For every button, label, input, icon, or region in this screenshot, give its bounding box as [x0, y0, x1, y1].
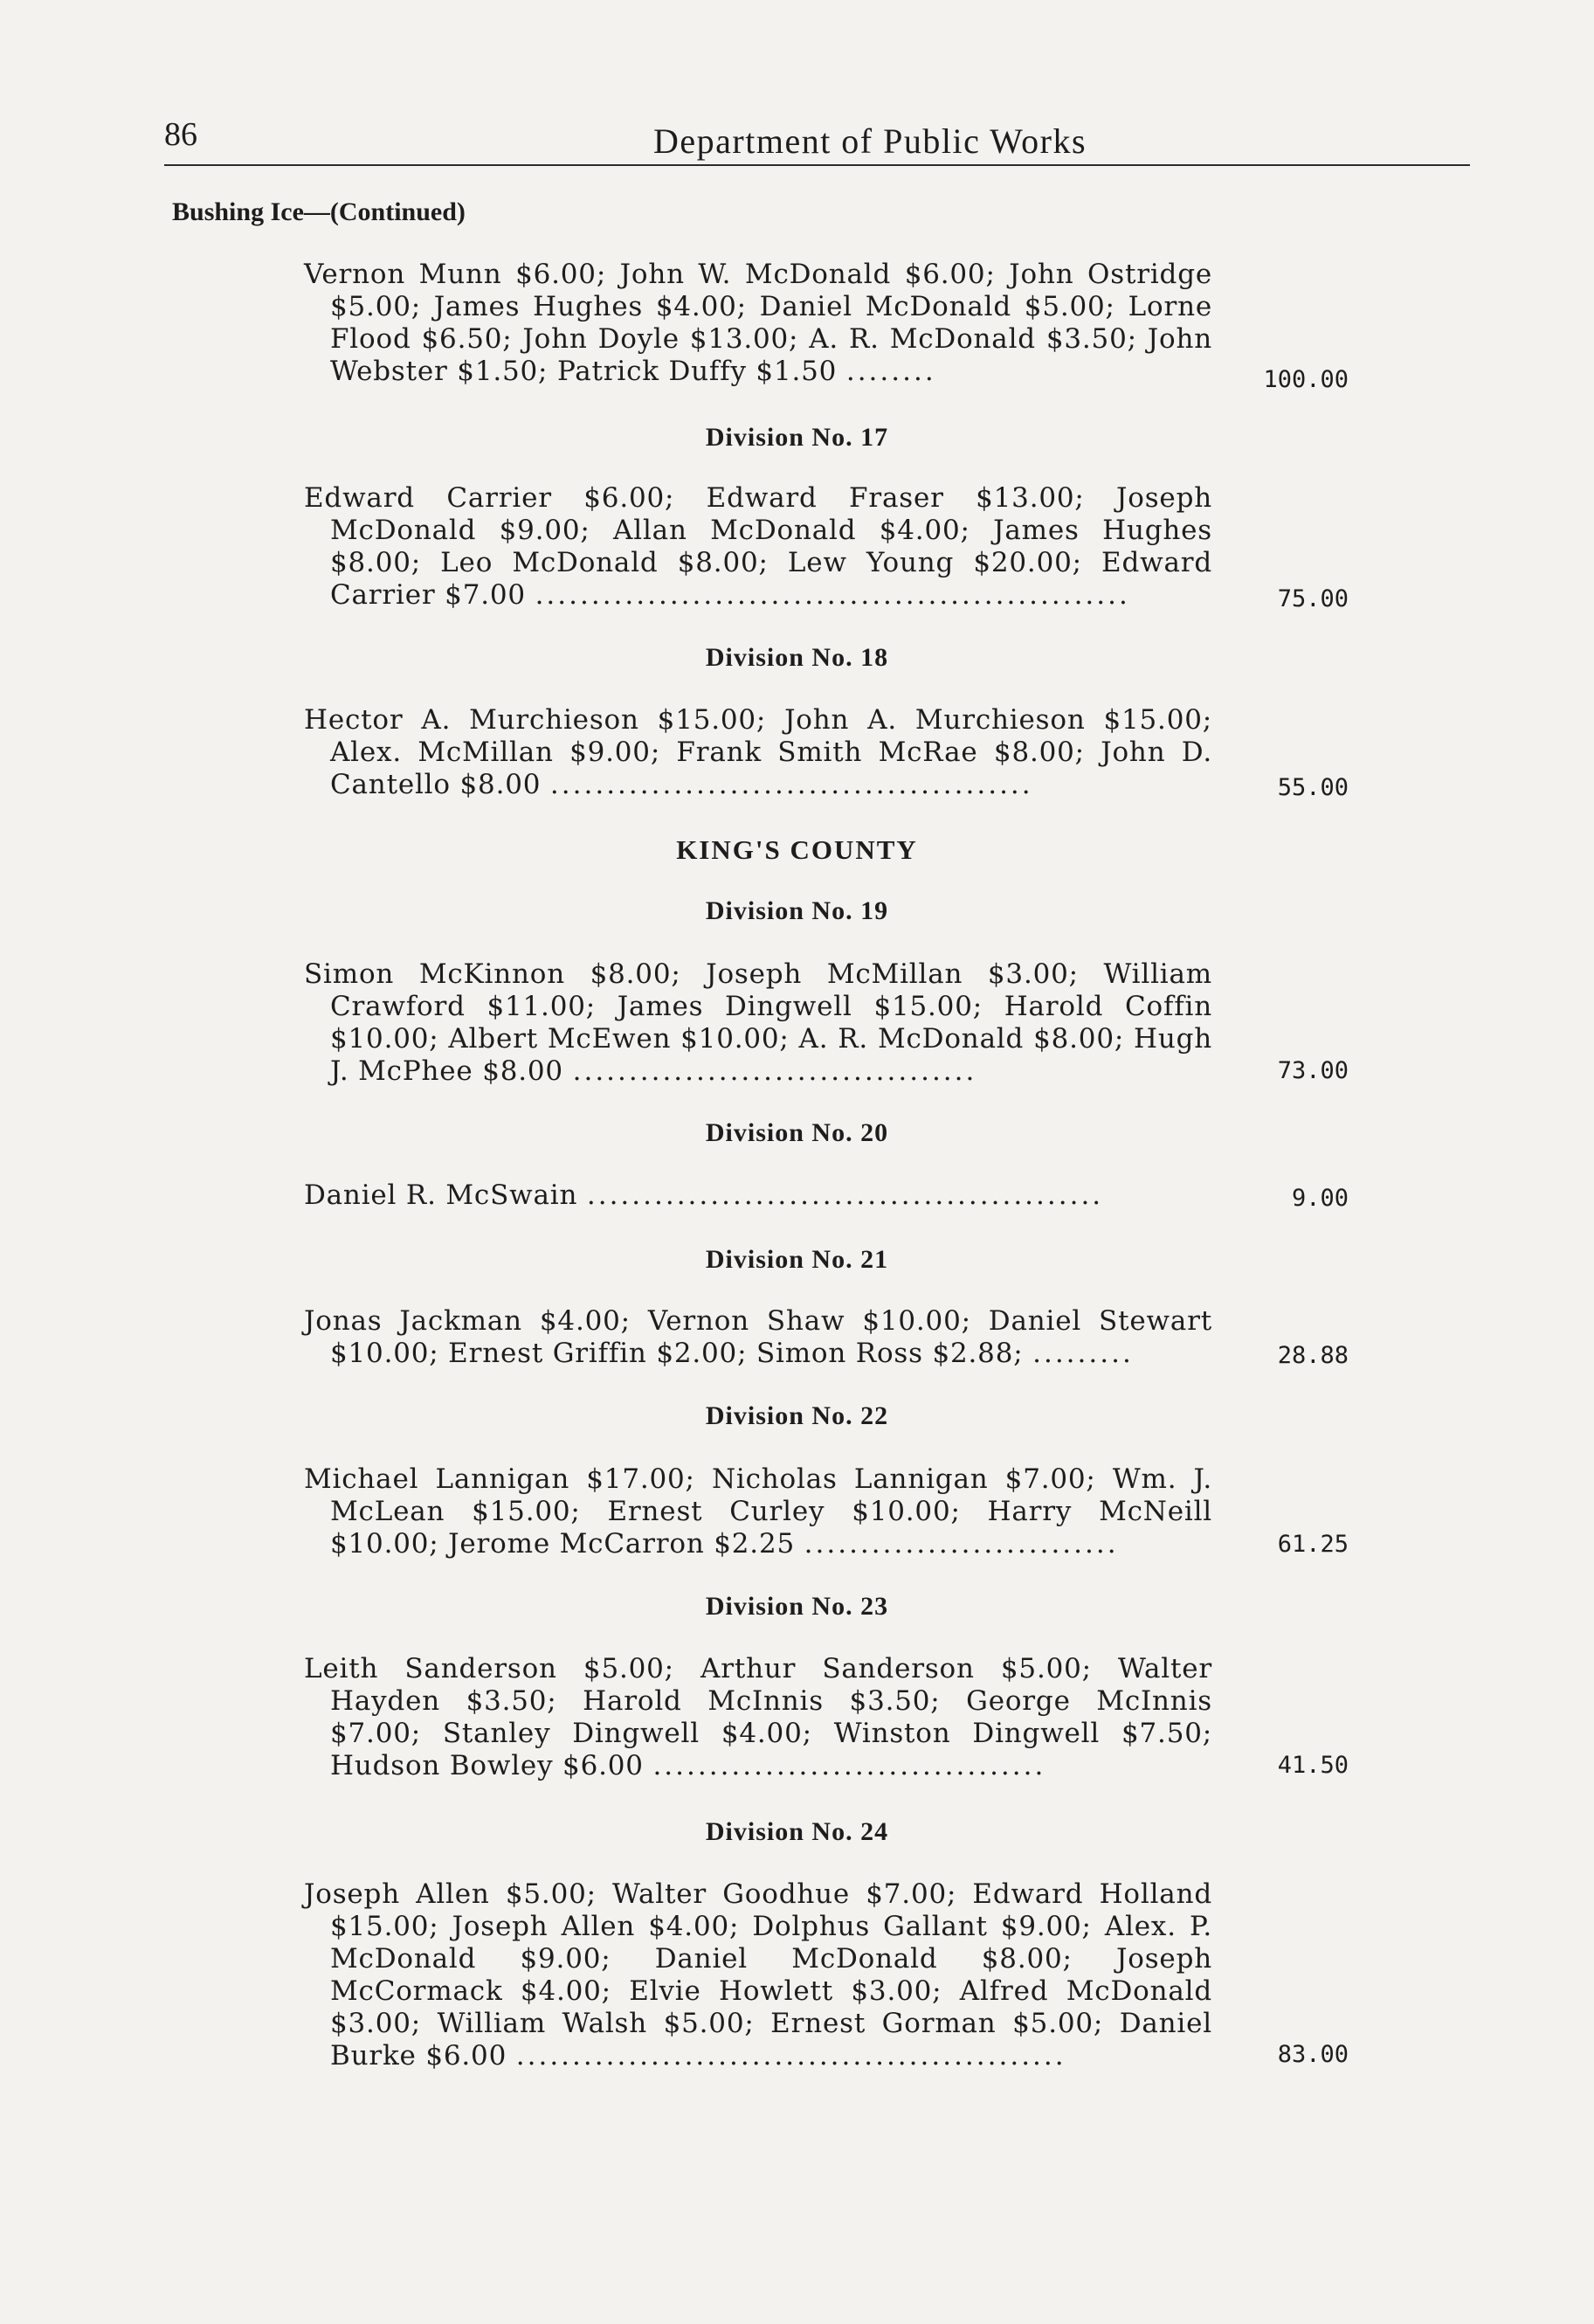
entry-amount: 83.00 — [1277, 2041, 1349, 2068]
division-entry — [304, 704, 1212, 801]
leader-dots: ............................ — [804, 1528, 1119, 1560]
entry-text: Daniel R. McSwain — [304, 1179, 578, 1211]
leader-dots: ................................... — [652, 1750, 1046, 1781]
division-entry — [304, 1878, 1212, 2072]
leader-dots: ........ — [845, 356, 936, 387]
division-heading: Division No. 18 — [705, 643, 889, 672]
division-heading: Division No. 20 — [705, 1118, 889, 1147]
entry-text: Hector A. Murchieson $15.00; John A. Murchieson $15.00; Alex. McMillan $9.00; Frank Smith McRae $8.00; John D. Cantello $8.00 — [304, 704, 1212, 800]
entry-amount: 100.00 — [1263, 366, 1349, 393]
entry-amount: 9.00 — [1291, 1185, 1349, 1212]
leader-dots: ........................................... — [549, 769, 1033, 800]
division-entry — [304, 482, 1212, 612]
entry-amount: 41.50 — [1277, 1752, 1349, 1779]
entry-text: Edward Carrier $6.00; Edward Fraser $13.00; Joseph McDonald $9.00; Allan McDonald $4.00; James Hughes $8.00; Leo McDonald $8.00; Lew Young $20.00; Edward Carrier $7.00 — [304, 482, 1212, 611]
leader-dots: ......... — [1032, 1338, 1134, 1369]
division-entry — [304, 1305, 1212, 1370]
continued-entry — [304, 259, 1212, 388]
entry-amount: 28.88 — [1277, 1342, 1349, 1369]
county-heading: KING'S COUNTY — [676, 834, 918, 865]
division-entry — [304, 1179, 1212, 1212]
leader-dots: ..................................................... — [535, 579, 1130, 611]
division-heading: Division No. 24 — [705, 1817, 889, 1846]
entry-text: Leith Sanderson $5.00; Arthur Sanderson $5.00; Walter Hayden $3.50; Harold McInnis $3.50; George McInnis $7.00; Stanley Dingwell $4.00; Winston Dingwell $7.50; Hudson Bowley $6.00 — [304, 1653, 1212, 1781]
division-heading: Division No. 17 — [705, 423, 889, 452]
division-heading: Division No. 23 — [705, 1592, 889, 1621]
entry-amount: 55.00 — [1277, 774, 1349, 801]
entry-text: Simon McKinnon $8.00; Joseph McMillan $3.00; William Crawford $11.00; James Dingwell $15.00; Harold Coffin $10.00; Albert McEwen $10.00; A. R. McDonald $8.00; Hugh J. McPhee $8.00 — [304, 958, 1212, 1087]
leader-dots: ................................................. — [515, 2040, 1066, 2072]
entry-amount: 61.25 — [1277, 1531, 1349, 1558]
division-entry — [304, 958, 1212, 1088]
running-head-title: Department of Public Works — [653, 121, 1087, 161]
entry-amount: 73.00 — [1277, 1057, 1349, 1084]
entry-amount: 75.00 — [1277, 585, 1349, 612]
division-entry — [304, 1653, 1212, 1782]
entry-text: Joseph Allen $5.00; Walter Goodhue $7.00; Edward Holland $15.00; Joseph Allen $4.00; Dolphus Gallant $9.00; Alex. P. McDonald $9.00; Daniel McDonald $8.00; Joseph McCormack $4.00; Elvie Howlett $3.00; Alfred McDonald $3.00; William Walsh $5.00; Ernest Gorman $5.00; Daniel Burke $6.00 — [304, 1878, 1212, 2072]
header-rule — [164, 164, 1470, 166]
entry-text: Michael Lannigan $17.00; Nicholas Lannigan $7.00; Wm. J. McLean $15.00; Ernest Curley $10.00; Harry McNeill $10.00; Jerome McCarron $2.25 — [304, 1463, 1212, 1560]
page-number: 86 — [164, 116, 197, 153]
division-entry — [304, 1463, 1212, 1560]
division-heading: Division No. 22 — [705, 1401, 889, 1430]
leader-dots: .................................... — [572, 1055, 977, 1087]
section-title: Bushing Ice—(Continued) — [172, 197, 466, 226]
leader-dots: .............................................. — [586, 1179, 1104, 1211]
division-heading: Division No. 19 — [705, 896, 889, 925]
division-heading: Division No. 21 — [705, 1245, 889, 1274]
entry-text: Jonas Jackman $4.00; Vernon Shaw $10.00; Daniel Stewart $10.00; Ernest Griffin $2.00; Simon Ross $2.88; — [304, 1305, 1212, 1369]
entry-text: Vernon Munn $6.00; John W. McDonald $6.00; John Ostridge $5.00; James Hughes $4.00; Daniel McDonald $5.00; Lorne Flood $6.50; John Doyle $13.00; A. R. McDonald $3.50; John Webster $1.50; Patrick Duffy $1.50 — [304, 259, 1212, 387]
